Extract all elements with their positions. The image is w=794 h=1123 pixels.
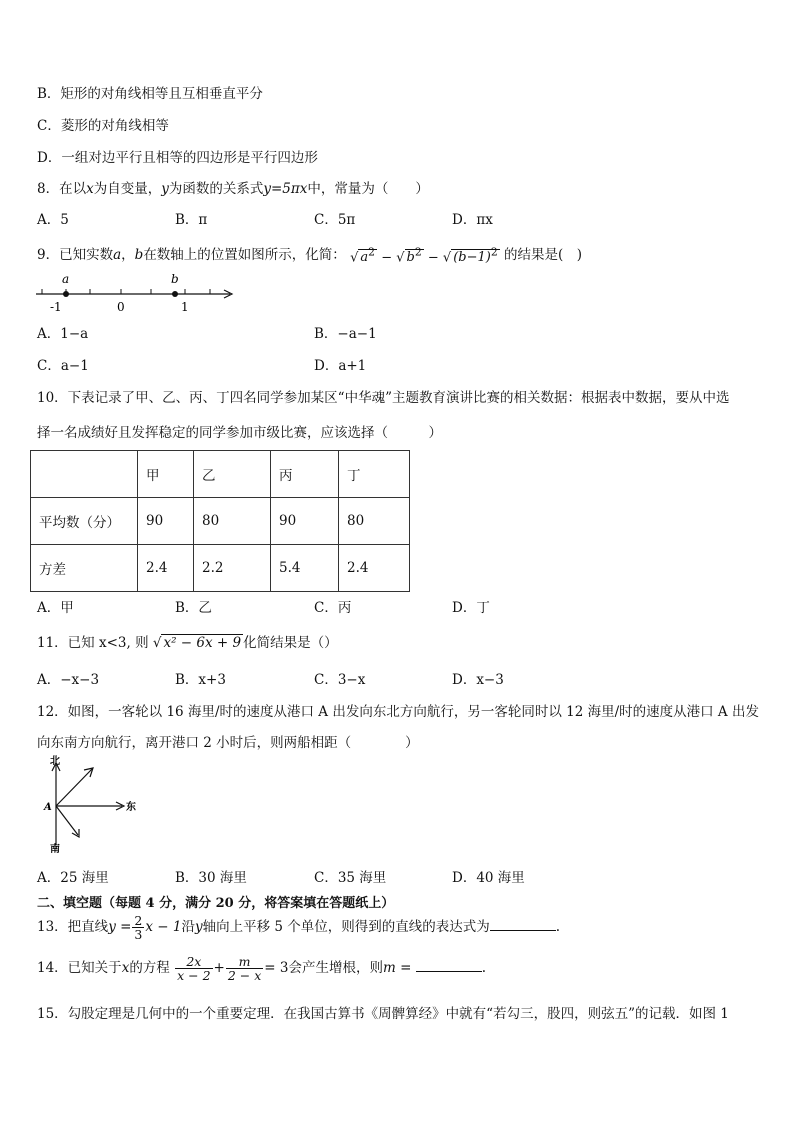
table-cell: 90 [271,498,339,545]
table-cell: 2.4 [138,545,194,592]
q12-option-c: C．35 海里 [314,870,387,886]
q10-stem-line2: 择一名成绩好且发挥稳定的同学参加市级比赛，应该选择（ ） [37,425,442,441]
table-header-cell [31,451,138,498]
q8-option-b: B．π [175,212,208,228]
q10-stem-line1: 10．下表记录了甲、乙、丙、丁四名同学参加某区“中华魂”主题教育演讲比赛的相关数据：根据表中数据，要从中选 [37,390,730,406]
q11-radicand: x² − 6x + 9 [163,635,242,651]
point-b-dot [172,291,178,297]
q10-data-table [30,450,410,592]
q11-option-a: A．−x−3 [37,672,100,688]
q8-formula: y=5πx [263,181,308,197]
q13-answer-blank[interactable] [490,918,556,931]
q12-option-d: D．40 海里 [452,870,525,886]
table-row [31,498,410,545]
q10-option-b: B．乙 [175,600,212,616]
q15-stem: 15．勾股定理是几何中的一个重要定理．在我国古算书《周髀算经》中就有“若勾三，股四，则弦五”的记载．如图 1 [37,1006,729,1022]
q9-option-a: A．1−a [37,326,89,342]
point-a-label: a [62,272,70,286]
q14-stem: 14．已知关于x的方程 $\frac{2x}{x - 2}$ + $\frac{m}{2 - x}$ = 3会产生增根，则m = . [37,954,486,984]
q12-stem-line1: 12．如图，一客轮以 16 海里/时的速度从港口 A 出发向东北方向航行，另一客轮同时以 12 海里/时的速度从港口 A 出发 [37,704,759,720]
table-cell: 5.4 [271,545,339,592]
q13-stem: 13．把直线y = $\frac{2}{3}$ x − 1沿y轴向上平移 5 个单位，则得到的直线的表达式为 . [37,913,561,943]
q12-stem-line2: 向东南方向航行，离开港口 2 小时后，则两船相距（ ） [37,735,419,751]
table-cell: 方差 [31,545,138,592]
tick-label-0: 0 [117,300,125,314]
table-header-cell: 乙 [194,451,271,498]
q9-option-b: B．−a−1 [314,326,377,342]
q8-option-a: A．5 [37,212,69,228]
q8-stem: 8．在以x为自变量，y为函数的关系式y=5πx中，常量为（ ） [37,181,429,197]
q10-option-d: D．丁 [452,600,490,616]
q11-option-b: B．x+3 [175,672,226,688]
q14-fraction-1: $\frac{2x}{x - 2}$ [177,954,211,984]
table-cell: 80 [194,498,271,545]
tick-label-neg1: -1 [50,300,62,314]
q8-option-d: D．πx [452,212,493,228]
east-label: 东 [126,802,136,813]
q7-option-d: D．一组对边平行且相等的四边形是平行四边形 [37,150,318,166]
table-header-cell: 甲 [138,451,194,498]
q10-option-c: C．丙 [314,600,352,616]
q12-direction-figure [40,755,150,853]
q9-option-c: C．a−1 [37,358,89,374]
q7-option-b: B．矩形的对角线相等且互相垂直平分 [37,86,263,102]
table-cell: 平均数（分） [31,498,138,545]
table-header-cell: 丁 [339,451,410,498]
north-label: 北 [50,756,60,767]
table-header-cell: 丙 [271,451,339,498]
northeast-ray [56,769,92,806]
point-b-label: b [171,272,179,286]
q9-expression: √ $a^2$ − √ $b^2$ − √ $(b-1)^2$ [350,245,498,266]
q10-option-a: A．甲 [37,600,74,616]
table-cell: 90 [138,498,194,545]
point-a-dot [63,291,69,297]
table-cell: 80 [339,498,410,545]
southeast-ray [56,806,78,835]
port-a-label: A [44,802,52,813]
section-2-title: 二、填空题（每题 4 分，满分 20 分，将答案填在答题纸上） [37,896,395,911]
q14-fraction-2: $\frac{m}{2 - x}$ [227,954,262,984]
table-header-row [31,451,410,498]
q11-option-c: C．3−x [314,672,366,688]
table-row [31,545,410,592]
q11-stem: 11．已知 x<3, 则 √ x² − 6x + 9 化简结果是（） [37,635,338,651]
q12-option-b: B．30 海里 [175,870,247,886]
south-label: 南 [50,844,60,853]
q13-fraction: $\frac{2}{3}$ [134,913,143,943]
q12-option-a: A．25 海里 [37,870,109,886]
q9-option-d: D．a+1 [314,358,367,374]
q7-option-c: C．菱形的对角线相等 [37,118,169,134]
table-cell: 2.4 [339,545,410,592]
q9-number-line [30,272,245,317]
q9-stem: 9．已知实数a，b在数轴上的位置如图所示，化简： √ $a^2$ − √ $b^2$ − √ $(b-1)^2$ 的结果是( ) [37,245,583,266]
q14-answer-blank[interactable] [416,959,482,972]
q11-option-d: D．x−3 [452,672,504,688]
tick-label-1: 1 [181,300,189,314]
table-cell: 2.2 [194,545,271,592]
q8-option-c: C．5π [314,212,356,228]
